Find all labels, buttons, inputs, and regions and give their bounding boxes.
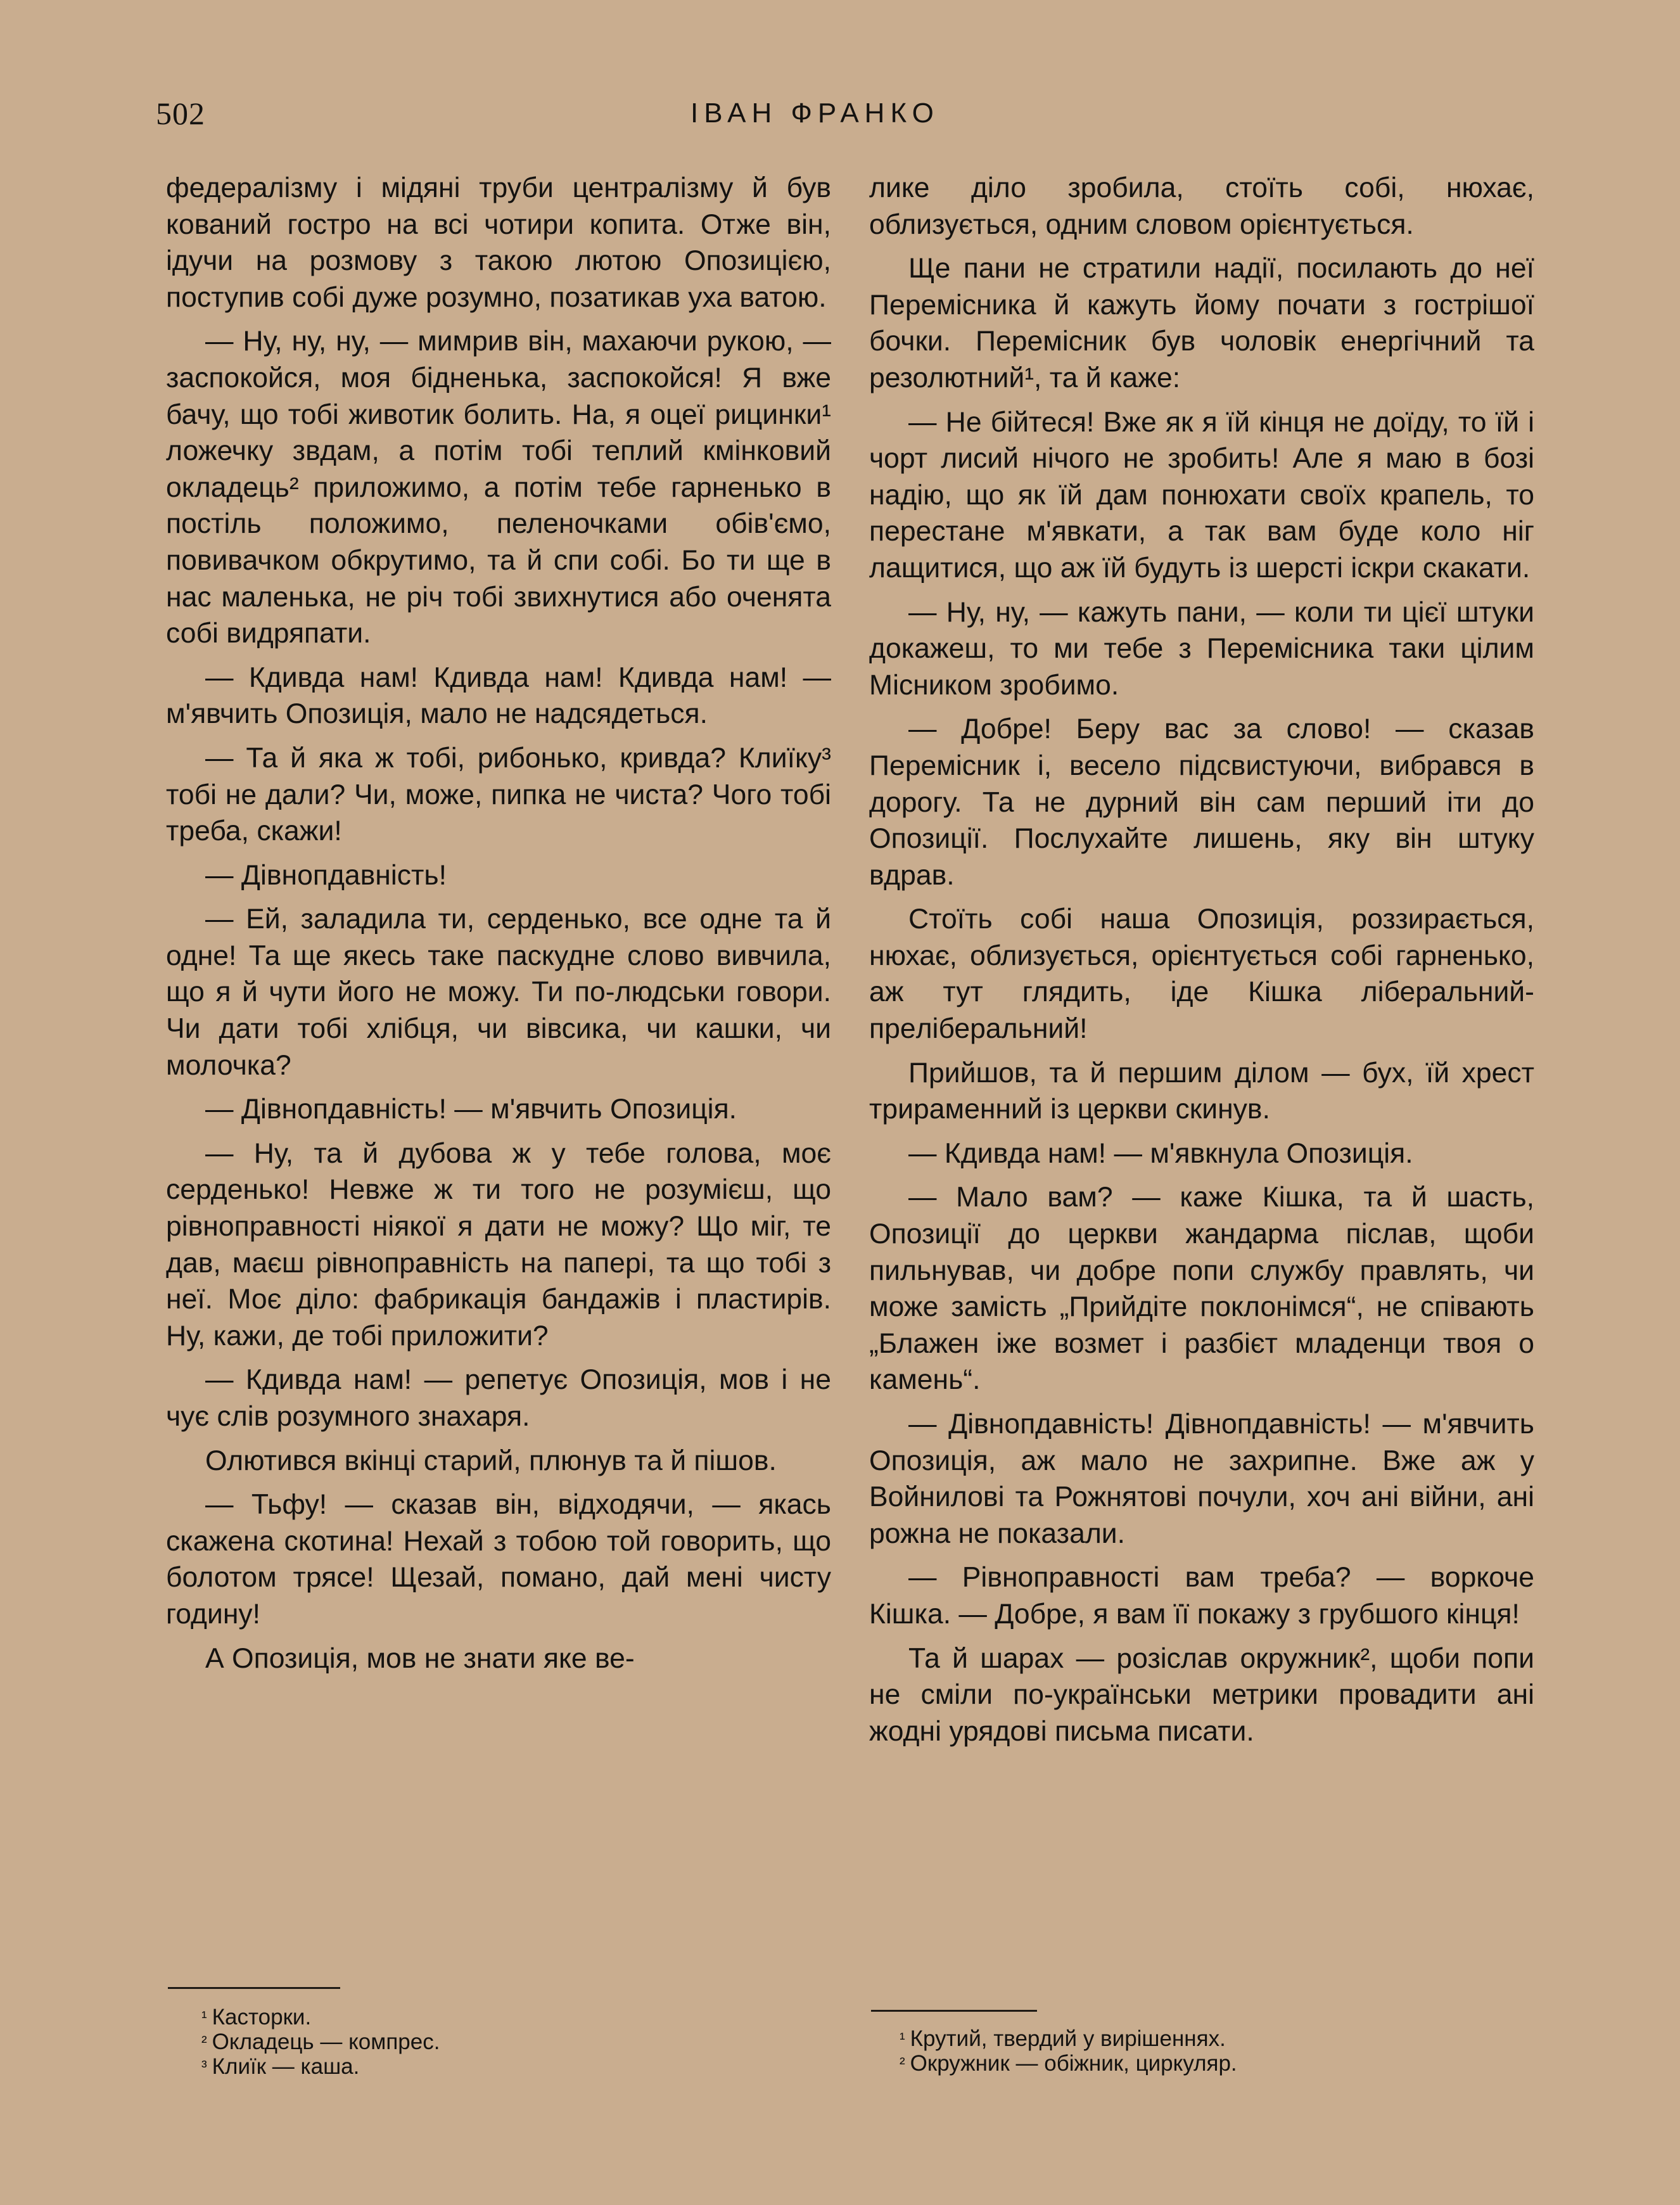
paragraph: — Дівнопдавність! — м'явчить Опозиція. <box>205 1094 737 1125</box>
paragraph: — Дівнопдавність! <box>205 859 447 891</box>
paragraph: А Опозиція, мов не знати яке ве- <box>205 1642 635 1674</box>
paragraph: — Кдивда нам! — м'явкнула Опозиція. <box>908 1137 1413 1169</box>
footnote <box>900 2051 1237 2076</box>
paragraph: — Мало вам? — каже Кішка, та й шасть, Опозиції до церкви жандарма післав, щоби пильнував, чи добре попи службу правлять, чи може замість „Прийдіте поклонімся“, не співають „Блажен іже возмет і разбієт младенци твоя о камень“. <box>869 1182 1534 1396</box>
footnotes-left <box>201 2005 440 2079</box>
right-text-column <box>869 170 1534 1757</box>
footnote-divider-left <box>168 1987 340 1989</box>
footnote-text: Окружник — обіжник, циркуляр. <box>910 2051 1237 2076</box>
footnote <box>201 2054 440 2079</box>
footnote-divider-right <box>871 2010 1037 2012</box>
footnotes-right <box>900 2026 1237 2076</box>
page-number: 502 <box>156 96 205 131</box>
footnote-text: Окладець — компрес. <box>212 2029 440 2054</box>
paragraph: лике діло зробила, стоїть собі, нюхає, облизується, одним словом орієнтується. <box>869 172 1534 240</box>
left-text-column <box>166 170 831 1684</box>
footnote-text: Клиїк — каша. <box>212 2054 360 2079</box>
footnote-mark: ³ <box>201 2057 207 2076</box>
footnote-text: Крутий, твердий у вирішеннях. <box>910 2026 1226 2051</box>
paragraph: Та й шарах — розіслав окружник², щоби попи не сміли по-українськи метрики провадити ані жодні урядові письма писати. <box>869 1642 1534 1747</box>
footnote <box>201 2029 440 2054</box>
paragraph: Олютився вкінці старий, плюнув та й пішов. <box>205 1445 777 1476</box>
paragraph: — Не бійтеся! Вже як я їй кінця не доїду, то їй і чорт лисий нічого не зробить! Але я маю в бозі надію, що як їй дам понюхати своїх крапель, то перестане м'явкати, а так вам буде коло ніг лащитися, що аж їй будуть із шерсті іскри скакати. <box>869 406 1534 584</box>
paragraph: — Дівнопдавність! Дівнопдавність! — м'явчить Опозиція, аж мало не захрипне. Вже аж у Войнилові та Рожнятові почули, хоч ані війни, ані рожна не показали. <box>869 1409 1534 1549</box>
page-header <box>0 95 1680 146</box>
paragraph: — Та й яка ж тобі, рибонько, кривда? Клиїку³ тобі не дали? Чи, може, пипка не чиста? Чого тобі треба, скажи! <box>166 742 831 847</box>
footnote <box>900 2026 1237 2051</box>
running-head: ІВАН ФРАНКО <box>690 98 939 129</box>
footnote-mark: ² <box>201 2032 207 2051</box>
paragraph: Прийшов, та й першим ділом — бух, їй хрест трираменний із церкви скинув. <box>869 1057 1534 1125</box>
paragraph: — Кдивда нам! Кдивда нам! Кдивда нам! — м'явчить Опозиція, мало не надсядеться. <box>166 662 831 730</box>
paragraph: Стоїть собі наша Опозиція, роззирається, нюхає, облизується, орієнтується собі гарненько, аж тут глядить, іде Кішка ліберальний-прeліберальний! <box>869 904 1534 1045</box>
footnote-mark: ¹ <box>201 2007 207 2026</box>
footnote <box>201 2005 440 2029</box>
footnote-text: Касторки. <box>212 2005 312 2029</box>
footnote-mark: ² <box>900 2054 905 2073</box>
paragraph: — Ну, та й дубова ж у тебе голова, моє серденько! Невже ж ти того не розумієш, що рівноправності ніякої я дати не можу? Що міг, те дав, маєш рівноправність на папері, та що тобі з неї. Моє діло: фабрикація бандажів і пластирів. Ну, кажи, де тобі приложити? <box>166 1137 831 1352</box>
paragraph: — Ну, ну, — кажуть пани, — коли ти цієї штуки докажеш, то ми тебе з Перемісника таки цілим Місником зробимо. <box>869 596 1534 701</box>
paragraph: — Кдивда нам! — репетує Опозиція, мов і не чує слів розумного знахаря. <box>166 1364 831 1432</box>
paragraph: — Ей, заладила ти, серденько, все одне та й одне! Та ще якесь таке паскудне слово вивчила, що я й чути його не можу. Ти по-людськи говори. Чи дати тобі хлібця, чи вівсика, чи кашки, чи молочка? <box>166 904 831 1081</box>
paragraph: — Ну, ну, ну, — мимрив він, махаючи рукою, — заспокойся, моя бідненька, заспокойся! Я вже бачу, що тобі животик болить. На, я оцеї рицинки¹ ложечку звдам, а потім тобі теплий кмінковий окладець² приложимо, а потім тебе гарненько в постіль положимо, пеленочками обів'ємо, повивачком обкрутимо, та й спи собі. Бо ти ще в нас маленька, не річ тобі звихнутися або оченята собі видряпати. <box>166 326 831 649</box>
paragraph: Ще пани не стратили надії, посилають до неї Перемісника й кажуть йому почати з гострішої бочки. Перемісник був чоловік енергічний та резолютний¹, та й каже: <box>869 253 1534 393</box>
paragraph: федералізму і мідяні труби централізму й був кований гостро на всі чотири копита. Отже він, ідучи на розмову з такою лютою Опозицією, поступив собі дуже розумно, позатикав уха ватою. <box>166 172 831 313</box>
footnote-mark: ¹ <box>900 2029 905 2048</box>
paragraph: — Добре! Беру вас за слово! — сказав Перемісник і, весело підсвистуючи, вибрався в дорогу. Та не дурний він сам перший іти до Опозиції. Послухайте лишень, яку він штуку вдрав. <box>869 713 1534 891</box>
paragraph: — Тьфу! — сказав він, відходячи, — якась скажена скотина! Нехай з тобою той говорить, що болотом трясе! Щезай, помано, дай мені чисту годину! <box>166 1489 831 1630</box>
paragraph: — Рівноправності вам треба? — воркоче Кішка. — Добре, я вам її покажу з грубшого кінця! <box>869 1562 1534 1630</box>
